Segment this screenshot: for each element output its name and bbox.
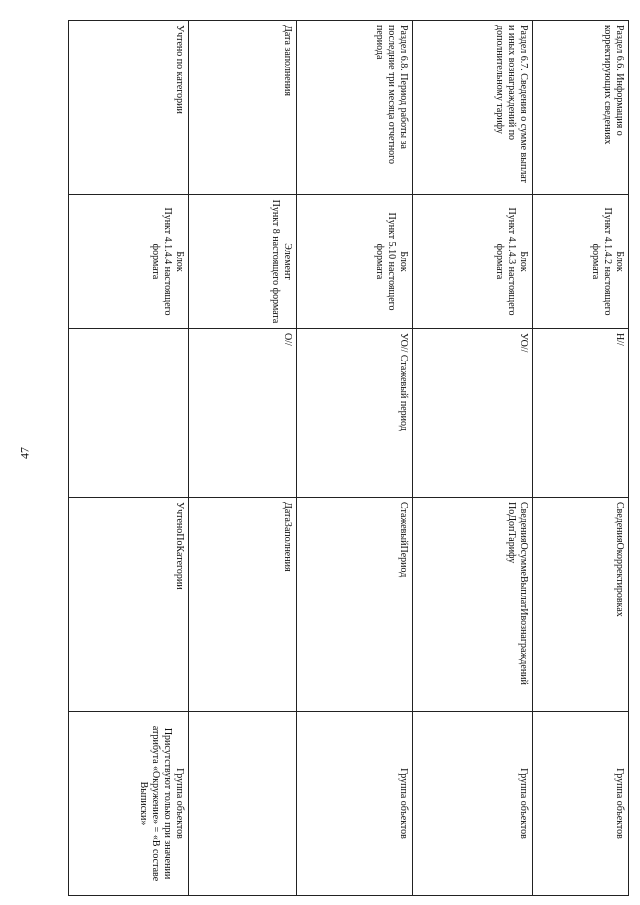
- format-table: [68, 20, 629, 896]
- table-body: [69, 21, 629, 896]
- table-row: [297, 21, 413, 896]
- cell-tag-name: УчтеноПоКатегории: [69, 498, 189, 712]
- table-row: [189, 21, 297, 896]
- cell-section-name: Учтено по категории: [69, 21, 189, 195]
- cell-element-type: Блок Пункт 5.10 настоящего формата: [297, 195, 413, 329]
- page-number: 47: [17, 447, 32, 459]
- cell-requirement-code: УО// Стажевый период: [297, 329, 413, 498]
- cell-requirement-code: О//: [189, 329, 297, 498]
- table-row: [533, 21, 629, 896]
- cell-note: Группа объектов: [297, 712, 413, 896]
- cell-section-name: Раздел 6.6. Информация о корректирующих сведениях: [533, 21, 629, 195]
- rotated-table-container: [69, 20, 629, 882]
- cell-section-name: Раздел 6.8. Период работы за последние три месяца отчетного периода: [297, 21, 413, 195]
- cell-element-type: Элемент Пункт 8 настоящего формата: [189, 195, 297, 329]
- cell-requirement-code: Н//: [533, 329, 629, 498]
- cell-element-type: Блок Пункт 4.1.4.3 настоящего формата: [413, 195, 533, 329]
- table-row: [413, 21, 533, 896]
- cell-tag-name: ДатаЗаполнения: [189, 498, 297, 712]
- table-row: [69, 21, 189, 896]
- cell-requirement-code: УО//: [413, 329, 533, 498]
- cell-note: Группа объектов: [413, 712, 533, 896]
- cell-section-name: Дата заполнения: [189, 21, 297, 195]
- cell-tag-name: СведенияОсуммеВыплатИвознаграждений​ПоДопТарифу: [413, 498, 533, 712]
- cell-tag-name: СведенияОкорректировках: [533, 498, 629, 712]
- cell-element-type: Блок Пункт 4.1.4.2 настоящего формата: [533, 195, 629, 329]
- cell-section-name: Раздел 6.7. Сведения о сумме выплат и иных вознаграждений по дополнительному тарифу: [413, 21, 533, 195]
- cell-element-type: Блок Пункт 4.1.4.4 настоящего формата: [69, 195, 189, 329]
- cell-note: Группа объектов: [533, 712, 629, 896]
- cell-requirement-code: [69, 329, 189, 498]
- cell-note: [189, 712, 297, 896]
- cell-note: Группа объектов Присутствуют только при значении атрибута «Окружение» = «В составе Выписки»: [69, 712, 189, 896]
- cell-tag-name: СтажевыйПериод: [297, 498, 413, 712]
